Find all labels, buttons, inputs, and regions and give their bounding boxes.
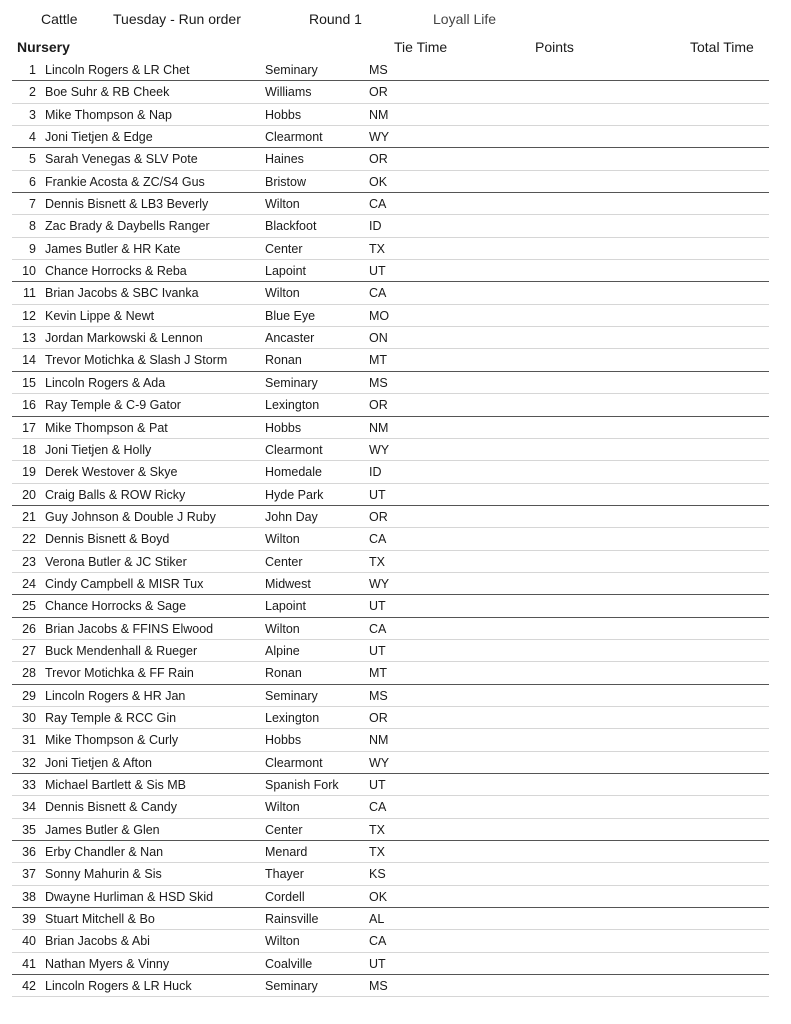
city: Rainsville — [265, 912, 319, 927]
row-number: 32 — [22, 755, 36, 770]
city: Williams — [265, 85, 312, 100]
table-row — [12, 215, 769, 237]
state: WY — [369, 130, 390, 145]
row-number: 21 — [22, 509, 36, 524]
row-number: 13 — [22, 331, 36, 346]
contestant-name: Brian Jacobs & FFINS Elwood — [45, 621, 214, 636]
state: UT — [369, 778, 386, 792]
contestant-name: Dennis Bisnett & LB3 Beverly — [45, 197, 209, 212]
state: ON — [369, 331, 388, 346]
state: CA — [369, 286, 387, 301]
contestant-name: Mike Thompson & Curly — [45, 733, 179, 748]
class-heading: Nursery — [17, 39, 70, 55]
state: OR — [369, 710, 388, 725]
contestant-name: Nathan Myers & Vinny — [45, 956, 170, 971]
state: OK — [369, 174, 388, 189]
city: Clearmont — [265, 130, 323, 145]
contestant-name: Brian Jacobs & SBC Ivanka — [45, 286, 199, 301]
state: UT — [369, 599, 386, 614]
contestant-name: Sarah Venegas & SLV Pote — [45, 152, 198, 167]
contestant-name: Joni Tietjen & Edge — [45, 130, 153, 145]
run-order-table — [0, 59, 791, 997]
table-row — [12, 662, 769, 684]
table-row — [12, 729, 769, 751]
row-number: 27 — [22, 643, 36, 658]
table-row — [12, 282, 769, 304]
contestant-name: Boe Suhr & RB Cheek — [45, 85, 170, 100]
sponsor-label: Loyall Life — [433, 11, 497, 27]
table-row — [12, 461, 769, 483]
contestant-name: Kevin Lippe & Newt — [45, 308, 155, 323]
row-number: 2 — [29, 85, 36, 100]
contestant-name: Dennis Bisnett & Candy — [45, 800, 178, 815]
city: Blue Eye — [265, 308, 316, 323]
row-number: 8 — [29, 219, 36, 234]
row-number: 15 — [22, 375, 36, 390]
city: Coalville — [265, 956, 313, 971]
row-number: 26 — [22, 621, 36, 636]
state: NM — [369, 107, 389, 122]
table-row — [12, 484, 769, 506]
city: Wilton — [265, 197, 300, 212]
row-number: 19 — [22, 465, 36, 480]
table-row — [12, 305, 769, 327]
state: CA — [369, 621, 387, 636]
state: TX — [369, 822, 385, 837]
contestant-name: Stuart Mitchell & Bo — [45, 912, 155, 927]
contestant-name: Frankie Acosta & ZC/S4 Gus — [45, 174, 205, 189]
row-number: 3 — [29, 107, 36, 122]
table-row — [12, 819, 769, 841]
contestant-name: Verona Butler & JC Stiker — [45, 554, 187, 569]
contestant-name: Joni Tietjen & Afton — [45, 755, 153, 770]
state: UT — [369, 487, 386, 502]
contestant-name: Ray Temple & RCC Gin — [45, 710, 177, 725]
state: ID — [369, 219, 382, 234]
city: Lexington — [265, 710, 320, 725]
city: Ronan — [265, 353, 302, 368]
state: AL — [369, 912, 385, 927]
state: OR — [369, 398, 388, 413]
day-run-order: Tuesday - Run order — [113, 11, 241, 27]
contestant-name: Dwayne Hurliman & HSD Skid — [45, 889, 214, 904]
event-type: Cattle — [41, 11, 78, 27]
table-row — [12, 975, 769, 997]
state: MS — [369, 979, 388, 994]
table-row — [12, 707, 769, 729]
contestant-name: Lincoln Rogers & HR Jan — [45, 688, 186, 703]
state: UT — [369, 643, 386, 658]
table-row — [12, 752, 769, 774]
state: ID — [369, 465, 382, 480]
table-row — [12, 372, 769, 394]
total-time-header: Total Time — [690, 39, 754, 55]
contestant-name: Buck Mendenhall & Rueger — [45, 643, 198, 658]
contestant-name: Trevor Motichka & FF Rain — [45, 666, 194, 681]
city: Midwest — [265, 576, 311, 591]
row-number: 40 — [22, 934, 36, 949]
row-number: 29 — [22, 688, 36, 703]
row-number: 10 — [22, 264, 36, 279]
row-number: 12 — [22, 308, 36, 323]
row-number: 36 — [22, 845, 36, 860]
state: MT — [369, 353, 388, 368]
contestant-name: Ray Temple & C-9 Gator — [45, 398, 181, 413]
city: Wilton — [265, 532, 300, 547]
row-number: 14 — [22, 353, 36, 368]
table-row — [12, 953, 769, 975]
contestant-name: Lincoln Rogers & Ada — [45, 375, 166, 390]
city: Alpine — [265, 643, 300, 658]
state: CA — [369, 934, 387, 949]
contestant-name: Lincoln Rogers & LR Huck — [45, 979, 192, 994]
contestant-name: Joni Tietjen & Holly — [45, 442, 152, 457]
contestant-name: Jordan Markowski & Lennon — [45, 331, 203, 346]
contestant-name: Guy Johnson & Double J Ruby — [45, 509, 216, 524]
city: Lapoint — [265, 264, 307, 279]
city: Blackfoot — [265, 219, 317, 234]
table-row — [12, 394, 769, 416]
city: John Day — [265, 509, 318, 524]
table-row — [12, 930, 769, 952]
row-number: 28 — [22, 666, 36, 681]
contestant-name: Erby Chandler & Nan — [45, 845, 164, 860]
state: MS — [369, 375, 388, 390]
state: UT — [369, 264, 386, 279]
city: Spanish Fork — [265, 778, 339, 792]
row-number: 37 — [22, 867, 36, 882]
contestant-name: Derek Westover & Skye — [45, 465, 178, 480]
table-row — [12, 886, 769, 908]
city: Wilton — [265, 621, 300, 636]
table-row — [12, 506, 769, 528]
contestant-name: Mike Thompson & Pat — [45, 420, 168, 435]
table-row — [12, 126, 769, 148]
state: CA — [369, 800, 387, 815]
city: Thayer — [265, 867, 304, 882]
row-number: 18 — [22, 442, 36, 457]
city: Seminary — [265, 375, 318, 390]
row-number: 35 — [22, 822, 36, 837]
city: Center — [265, 554, 303, 569]
table-row — [12, 796, 769, 818]
contestant-name: Cindy Campbell & MISR Tux — [45, 576, 204, 591]
state: MS — [369, 63, 388, 77]
city: Hobbs — [265, 107, 302, 122]
city: Hobbs — [265, 733, 302, 748]
city: Bristow — [265, 174, 306, 189]
city: Center — [265, 241, 303, 256]
state: NM — [369, 733, 389, 748]
city: Clearmont — [265, 755, 323, 770]
row-number: 30 — [22, 710, 36, 725]
contestant-name: Zac Brady & Daybells Ranger — [45, 219, 210, 234]
city: Seminary — [265, 688, 318, 703]
state: WY — [369, 442, 390, 457]
city: Hobbs — [265, 420, 302, 435]
contestant-name: Dennis Bisnett & Boyd — [45, 532, 170, 547]
contestant-name: Trevor Motichka & Slash J Storm — [45, 353, 228, 368]
row-number: 9 — [29, 241, 36, 256]
state: WY — [369, 576, 390, 591]
row-number: 7 — [29, 197, 36, 212]
row-number: 23 — [22, 554, 36, 569]
state: OR — [369, 85, 388, 100]
city: Lexington — [265, 398, 320, 413]
row-number: 1 — [29, 63, 36, 77]
table-row — [12, 841, 769, 863]
state: OK — [369, 889, 388, 904]
contestant-name: Chance Horrocks & Reba — [45, 264, 187, 279]
row-number: 20 — [22, 487, 36, 502]
city: Homedale — [265, 465, 322, 480]
city: Wilton — [265, 934, 300, 949]
table-row — [12, 171, 769, 193]
table-row — [12, 618, 769, 640]
city: Center — [265, 822, 303, 837]
state: OR — [369, 509, 388, 524]
row-number: 22 — [22, 532, 36, 547]
table-row — [12, 439, 769, 461]
state: CA — [369, 197, 387, 212]
city: Haines — [265, 152, 304, 167]
row-number: 16 — [22, 398, 36, 413]
city: Hyde Park — [265, 487, 324, 502]
table-row — [12, 417, 769, 439]
contestant-name: James Butler & Glen — [45, 822, 160, 837]
points-header: Points — [535, 39, 574, 55]
state: MS — [369, 688, 388, 703]
state: TX — [369, 241, 385, 256]
table-row — [12, 685, 769, 707]
state: CA — [369, 532, 387, 547]
row-number: 4 — [29, 130, 36, 145]
row-number: 38 — [22, 889, 36, 904]
row-number: 34 — [22, 800, 36, 815]
table-row — [12, 551, 769, 573]
page-header — [0, 11, 791, 31]
table-row — [12, 81, 769, 103]
row-number: 24 — [22, 576, 36, 591]
state: UT — [369, 956, 386, 971]
city: Lapoint — [265, 599, 307, 614]
table-row — [12, 193, 769, 215]
city: Seminary — [265, 979, 318, 994]
contestant-name: James Butler & HR Kate — [45, 241, 181, 256]
row-number: 11 — [23, 286, 36, 301]
state: OR — [369, 152, 388, 167]
row-number: 17 — [22, 420, 36, 435]
row-number: 33 — [22, 778, 36, 792]
table-row — [12, 774, 769, 796]
table-row — [12, 573, 769, 595]
city: Wilton — [265, 286, 300, 301]
state: KS — [369, 867, 386, 882]
table-row — [12, 327, 769, 349]
state: MO — [369, 308, 390, 323]
tie-time-header: Tie Time — [394, 39, 448, 55]
contestant-name: Michael Bartlett & Sis MB — [45, 778, 187, 792]
state: MT — [369, 666, 388, 681]
row-number: 25 — [22, 599, 36, 614]
row-number: 6 — [29, 174, 36, 189]
row-number: 5 — [29, 152, 36, 167]
city: Seminary — [265, 63, 318, 77]
state: NM — [369, 420, 389, 435]
table-row — [12, 595, 769, 617]
state: WY — [369, 755, 390, 770]
table-row — [12, 148, 769, 170]
contestant-name: Brian Jacobs & Abi — [45, 934, 150, 949]
row-number: 41 — [22, 956, 36, 971]
city: Menard — [265, 845, 308, 860]
contestant-name: Chance Horrocks & Sage — [45, 599, 187, 614]
table-row — [12, 260, 769, 282]
city: Ancaster — [265, 331, 315, 346]
table-row — [12, 59, 769, 81]
contestant-name: Sonny Mahurin & Sis — [45, 867, 162, 882]
table-row — [12, 104, 769, 126]
state: TX — [369, 554, 385, 569]
city: Wilton — [265, 800, 300, 815]
column-headers — [0, 39, 791, 57]
city: Ronan — [265, 666, 302, 681]
row-number: 42 — [22, 979, 36, 994]
city: Clearmont — [265, 442, 323, 457]
table-row — [12, 528, 769, 550]
city: Cordell — [265, 889, 305, 904]
state: TX — [369, 845, 385, 860]
table-row — [12, 863, 769, 885]
table-row — [12, 238, 769, 260]
row-number: 39 — [22, 912, 36, 927]
contestant-name: Craig Balls & ROW Ricky — [45, 487, 186, 502]
contestant-name: Lincoln Rogers & LR Chet — [45, 63, 190, 77]
table-row — [12, 640, 769, 662]
round-label: Round 1 — [309, 11, 362, 27]
contestant-name: Mike Thompson & Nap — [45, 107, 172, 122]
row-number: 31 — [22, 733, 36, 748]
table-row — [12, 908, 769, 930]
table-row — [12, 349, 769, 371]
